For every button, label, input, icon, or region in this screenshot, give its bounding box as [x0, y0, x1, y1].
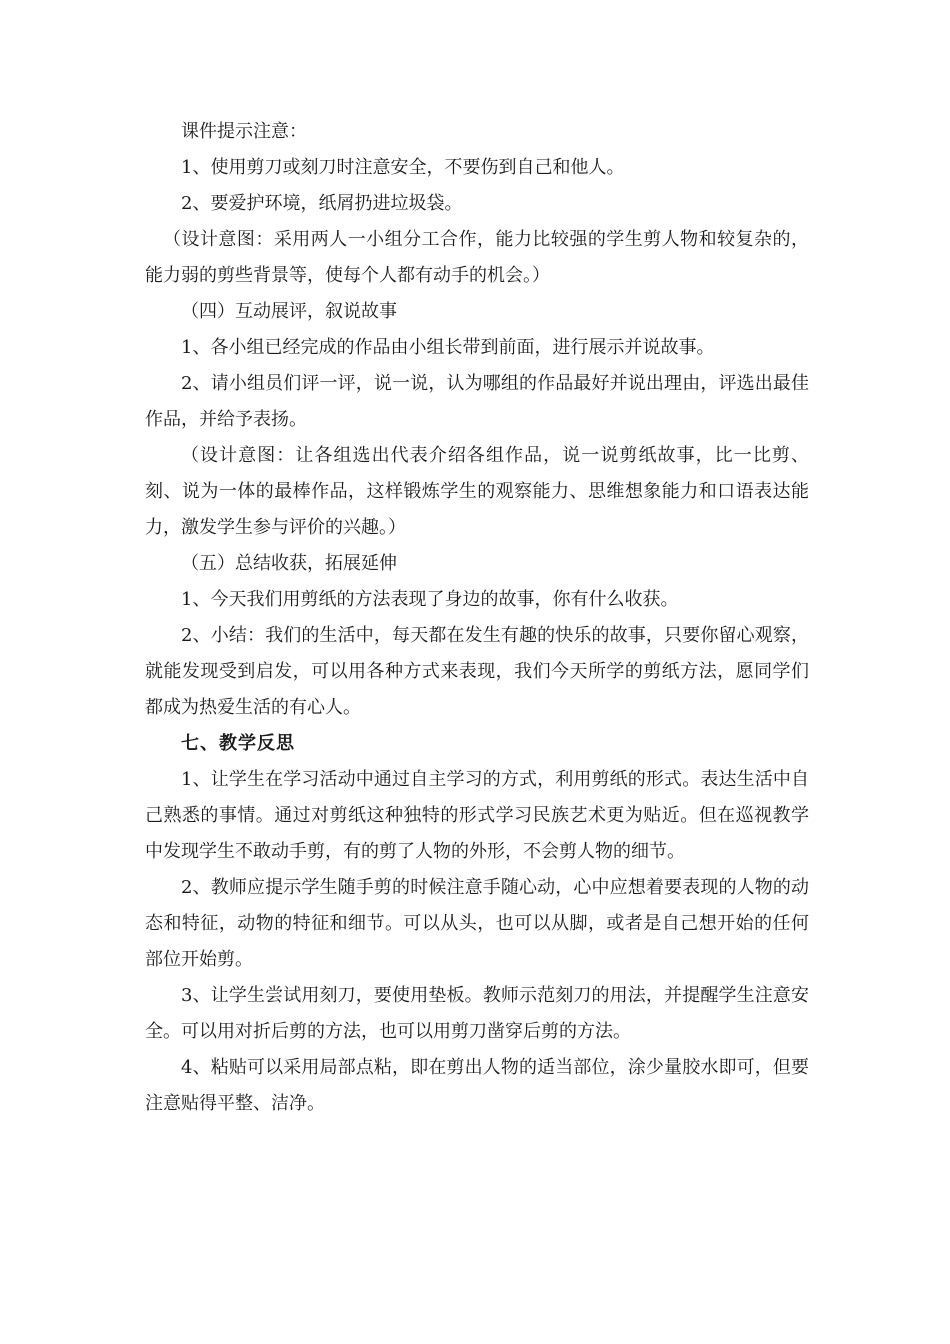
reflection-item-4: 4、粘贴可以采用局部点粘，即在剪出人物的适当部位，涂少量胶水即可，但要注意贴得平整、洁净。 [145, 1057, 809, 1114]
reflection-item-2: 2、教师应提示学生随手剪的时候注意手随心动，心中应想着要表现的人物的动态和特征，动物的特征和细节。可以从头，也可以从脚，或者是自己想开始的任何部位开始剪。 [145, 877, 809, 970]
notes-title: 课件提示注意： [181, 121, 307, 142]
design-intent-paragraph-1: （设计意图：采用两人一小组分工合作，能力比较强的学生剪人物和较复杂的，能力弱的剪些背景等，使每个人都有动手的机会。） [145, 229, 809, 286]
note-item-2: 2、要爱护环境，纸屑扔进垃圾袋。 [181, 193, 463, 214]
section-5-item-1: 1、今天我们用剪纸的方法表现了身边的故事，你有什么收获。 [181, 589, 679, 610]
section-5-item-2: 2、小结：我们的生活中，每天都在发生有趣的快乐的故事，只要你留心观察，就能发现受到启发，可以用各种方式来表现，我们今天所学的剪纸方法，愿同学们都成为热爱生活的有心人。 [145, 625, 809, 718]
section-4-heading: （四）互动展评，叙说故事 [181, 301, 397, 322]
document-body [145, 114, 809, 1122]
design-intent-paragraph-2: （设计意图：让各组选出代表介绍各组作品，说一说剪纸故事，比一比剪、刻、说为一体的最棒作品，这样锻炼学生的观察能力、思维想象能力和口语表达能力，激发学生参与评价的兴趣。） [145, 445, 809, 538]
section-4-item-2: 2、请小组员们评一评，说一说，认为哪组的作品最好并说出理由，评选出最佳作品，并给予表扬。 [145, 373, 809, 430]
reflection-item-1: 1、让学生在学习活动中通过自主学习的方式，利用剪纸的形式。表达生活中自己熟悉的事情。通过对剪纸这种独特的形式学习民族艺术更为贴近。但在巡视教学中发现学生不敢动手剪，有的剪了人物的外形，不会剪人物的细节。 [145, 769, 809, 862]
reflection-item-3: 3、让学生尝试用刻刀，要使用垫板。教师示范刻刀的用法，并提醒学生注意安全。可以用对折后剪的方法，也可以用剪刀凿穿后剪的方法。 [145, 985, 809, 1042]
note-item-1: 1、使用剪刀或刻刀时注意安全，不要伤到自己和他人。 [181, 157, 625, 178]
section-4-item-1: 1、各小组已经完成的作品由小组长带到前面，进行展示并说故事。 [181, 337, 715, 358]
section-5-heading: （五）总结收获，拓展延伸 [181, 553, 397, 574]
section-7-heading: 七、教学反思 [181, 733, 295, 754]
